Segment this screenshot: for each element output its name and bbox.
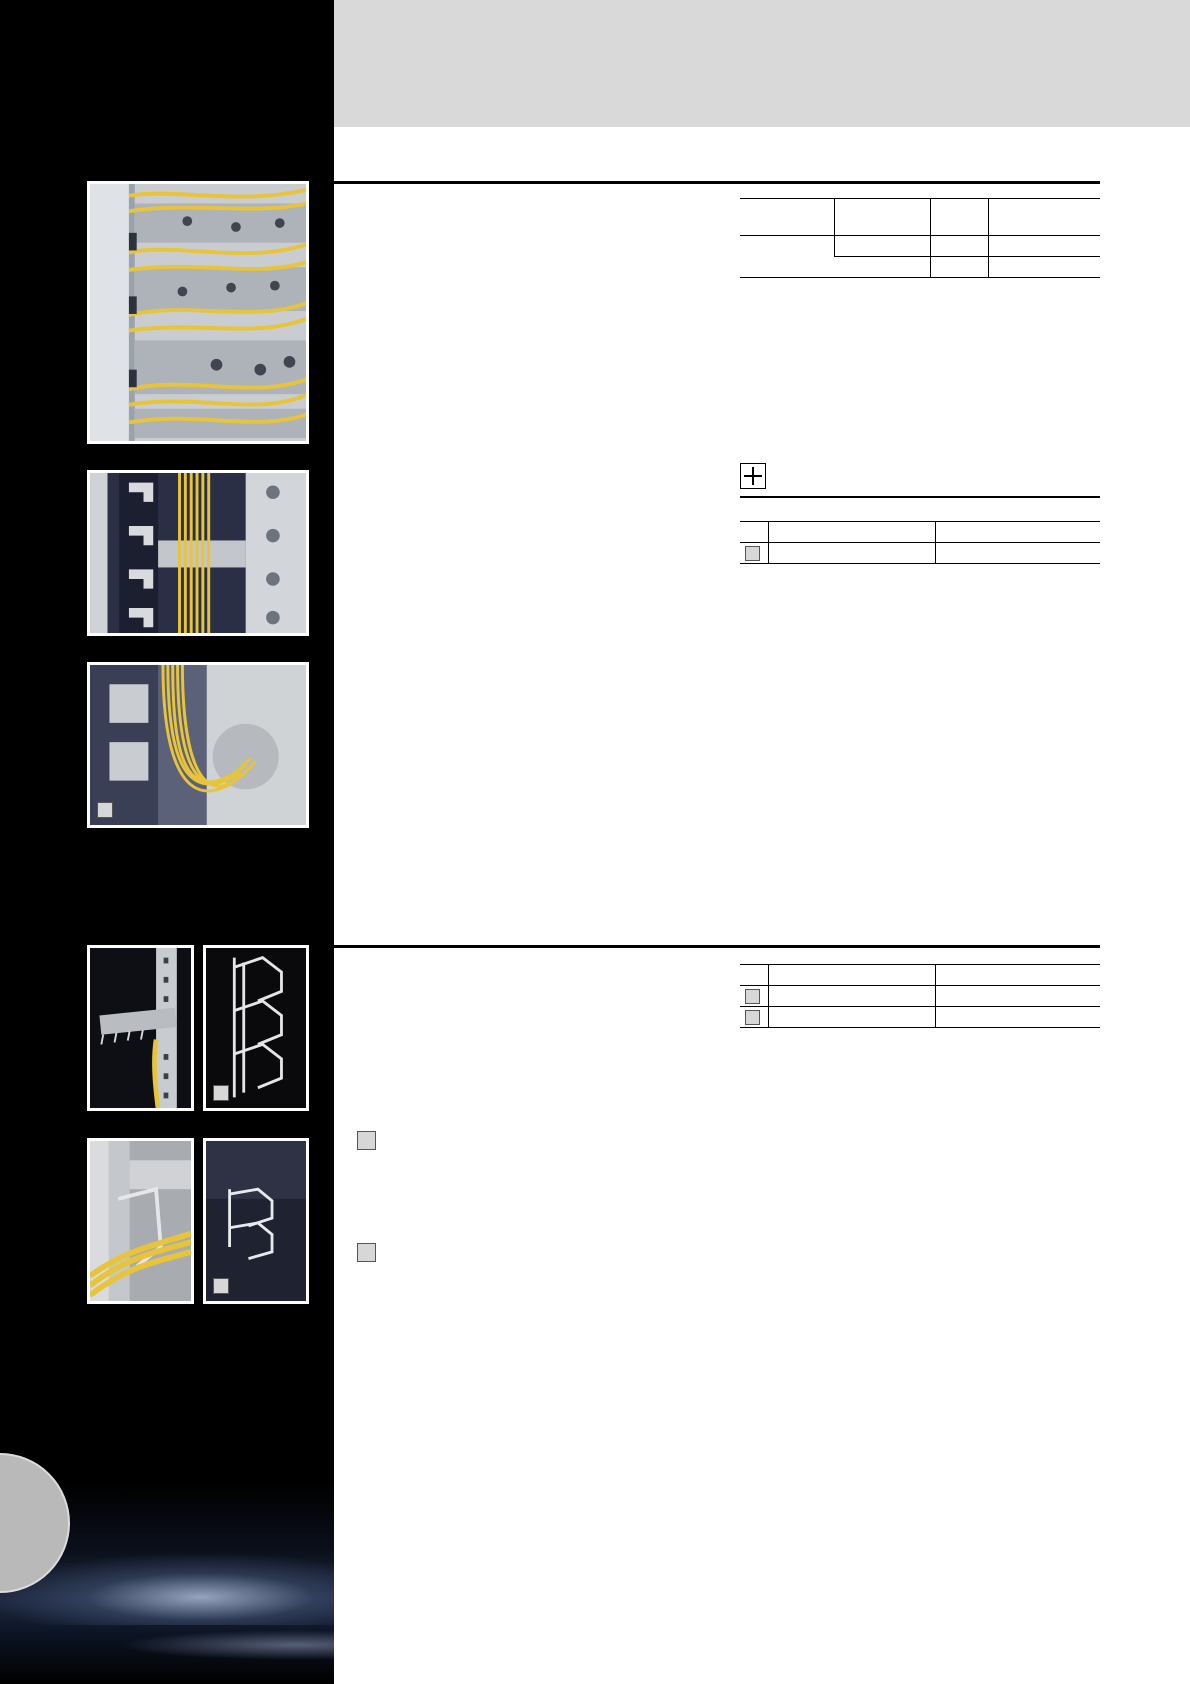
section-rule-2 [334,945,1100,948]
table-row [740,522,1100,543]
item-marker-c [213,1278,229,1294]
item-marker-b [357,1131,376,1150]
rack-hook-photo [87,1138,194,1304]
section-rule-1 [334,181,1100,184]
spec-table-3 [740,964,1100,1028]
table-row [740,236,1100,257]
table-row [740,1007,1100,1028]
rack-cable-tray-photo [87,945,194,1111]
cable-spool-guide-photo [87,662,309,828]
sidebar [0,0,334,1684]
sidebar-glow-secondary [120,1630,334,1660]
single-wire-hook-photo [203,1138,309,1304]
spec-table-2 [740,521,1100,564]
table-row [740,965,1100,986]
item-marker-a [97,802,113,818]
wire-cable-loop-photo [203,945,309,1111]
item-marker-a [745,546,760,561]
fibre-patch-panel-photo [87,181,309,444]
item-marker-b [213,1085,229,1101]
header-band [334,0,1190,127]
accessory-rule [740,496,1100,498]
table-row [740,199,1100,236]
item-marker-b [745,989,760,1004]
table-row [740,543,1100,564]
spec-table-1 [740,198,1100,278]
item-marker-c [357,1243,376,1262]
item-marker-c [745,1010,760,1025]
plus-icon [740,463,766,489]
cable-guide-bracket-photo [87,470,309,636]
table-row [740,986,1100,1007]
